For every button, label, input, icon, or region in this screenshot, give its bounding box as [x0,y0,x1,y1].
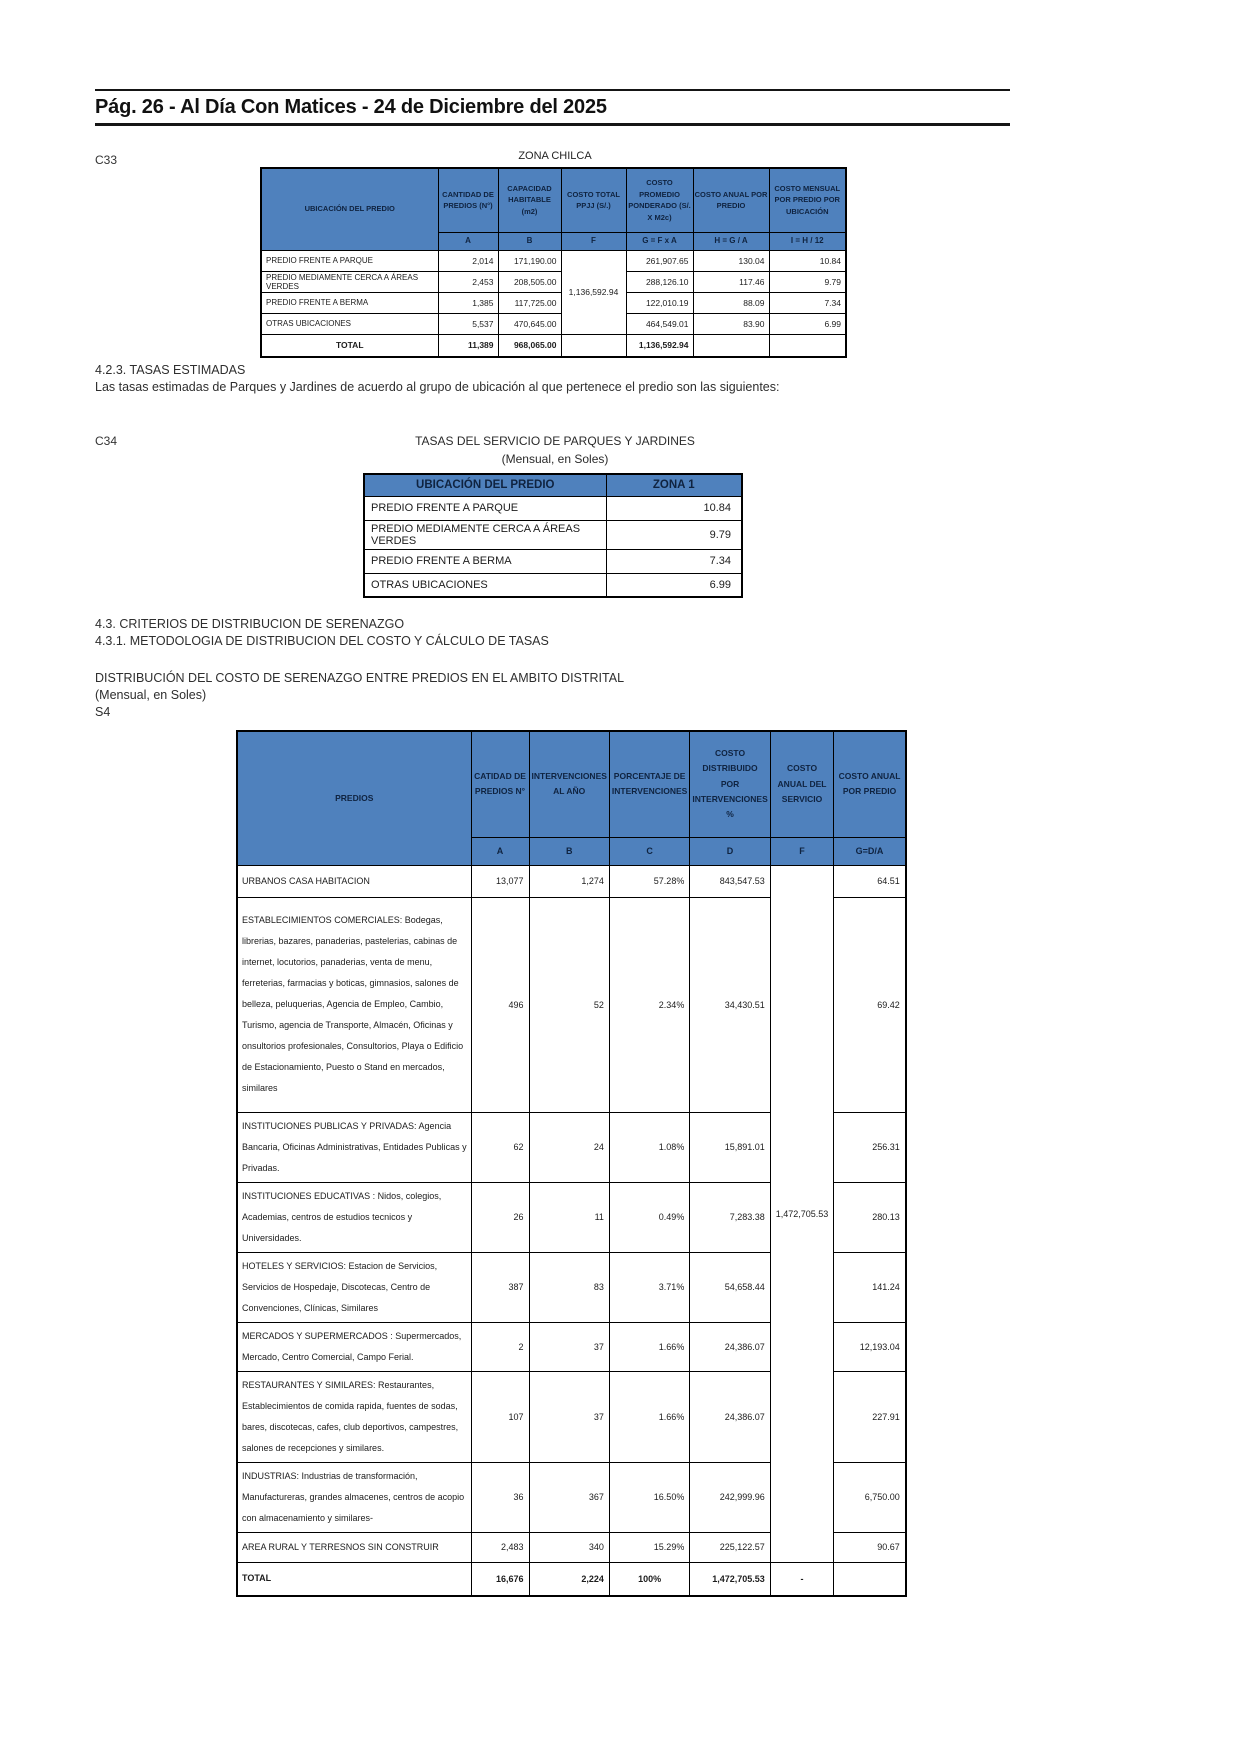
cell: 464,549.01 [626,313,693,334]
cell: 340 [529,1532,609,1562]
table-row [261,271,846,292]
cell: 100% [609,1562,689,1596]
row-label: TOTAL [261,334,438,357]
table-row [364,573,742,597]
row-label: PREDIO MEDIAMENTE CERCA A ÁREAS VERDES [261,271,438,292]
formula-header: A [438,232,498,250]
empty-cell [561,334,626,357]
section-c34 [95,432,1201,598]
cell: 225,122.57 [690,1532,770,1562]
formula-header: G=D/A [834,837,906,865]
formula-header: G = F x A [626,232,693,250]
cell: 6,750.00 [834,1462,906,1532]
cell: 54,658.44 [690,1252,770,1322]
cell: 62 [471,1112,529,1182]
cell: 288,126.10 [626,271,693,292]
cell: 9.79 [769,271,846,292]
merged-cell: 1,472,705.53 [770,865,834,1562]
cell: 141.24 [834,1252,906,1322]
table-header-row [364,474,742,496]
cell: 1,385 [438,292,498,313]
section-paragraph-423: Las tasas estimadas de Parques y Jardines de acuerdo al grupo de ubicación al que pertenece el predio son las siguientes: [95,380,780,394]
cell: 16,676 [471,1562,529,1596]
table-c34-subtitle: (Mensual, en Soles) [501,452,609,466]
cell: 107 [471,1371,529,1462]
column-header: COSTO MENSUAL POR PREDIO POR UBICACIÓN [769,168,846,232]
cell: 242,999.96 [690,1462,770,1532]
row-label: PREDIO FRENTE A BERMA [364,549,606,573]
cell: 280.13 [834,1182,906,1252]
formula-header: A [471,837,529,865]
row-label: PREDIO FRENTE A PARQUE [364,496,606,520]
table-s4-subtitle: (Mensual, en Soles) [95,688,207,702]
cell: 117,725.00 [498,292,561,313]
column-header: COSTO PROMEDIO PONDERADO (S/. X M2c) [626,168,693,232]
column-header: COSTO TOTAL PPJJ (S/.) [561,168,626,232]
cell: 11 [529,1182,609,1252]
row-label: PREDIO FRENTE A BERMA [261,292,438,313]
column-header: COSTO ANUAL POR PREDIO [834,731,906,837]
section-s4 [95,670,1201,721]
cell: 2,224 [529,1562,609,1596]
cell: 208,505.00 [498,271,561,292]
row-label: AREA RURAL Y TERRESNOS SIN CONSTRUIR [237,1532,471,1562]
cell: - [770,1562,834,1596]
cell: 34,430.51 [690,897,770,1112]
table-row [261,250,846,271]
cell: 83 [529,1252,609,1322]
table-c34 [363,473,743,598]
formula-header: I = H / 12 [769,232,846,250]
formula-header: B [498,232,561,250]
cell: 2,453 [438,271,498,292]
cell: 2 [471,1322,529,1371]
cell: 69.42 [834,897,906,1112]
table-s4 [236,730,907,1597]
cell: 171,190.00 [498,250,561,271]
cell: 24,386.07 [690,1322,770,1371]
cell: 64.51 [834,865,906,897]
column-header: COSTO ANUAL DEL SERVICIO [770,731,834,837]
cell: 57.28% [609,865,689,897]
page-title: Pág. 26 - Al Día Con Matices - 24 de Diciembre del 2025 [95,96,607,118]
zone-title: ZONA CHILCA [518,150,592,162]
column-header: UBICACIÓN DEL PREDIO [364,474,606,496]
cell: 37 [529,1371,609,1462]
cell: 90.67 [834,1532,906,1562]
formula-header: H = G / A [693,232,769,250]
cell: 11,389 [438,334,498,357]
merged-cell: 1,136,592.94 [561,250,626,334]
cell: 13,077 [471,865,529,897]
table-header-row [237,731,906,837]
table-row [364,496,742,520]
column-header: COSTO ANUAL POR PREDIO [693,168,769,232]
formula-header: B [529,837,609,865]
cell: 12,193.04 [834,1322,906,1371]
section-heading-423: 4.2.3. TASAS ESTIMADAS [95,363,246,377]
cell: 130.04 [693,250,769,271]
row-label: TOTAL [237,1562,471,1596]
table-header-row [261,168,846,232]
cell: 256.31 [834,1112,906,1182]
cell: 7,283.38 [690,1182,770,1252]
empty-cell [834,1562,906,1596]
cell: 122,010.19 [626,292,693,313]
cell: 9.79 [606,520,742,549]
header-rule-bottom [95,123,1010,126]
table-c34-label: C34 [95,434,118,448]
section-heading-43: 4.3. CRITERIOS DE DISTRIBUCION DE SERENAZGO [95,617,405,631]
cell: 6.99 [769,313,846,334]
cell: 6.99 [606,573,742,597]
column-header: PORCENTAJE DE INTERVENCIONES [609,731,689,837]
cell: 387 [471,1252,529,1322]
cell: 1.66% [609,1322,689,1371]
empty-cell [693,334,769,357]
cell: 10.84 [769,250,846,271]
column-header: CANTIDAD DE PREDIOS (N°) [438,168,498,232]
column-header: COSTO DISTRIBUIDO POR INTERVENCIONES % [690,731,770,837]
cell: 37 [529,1322,609,1371]
cell: 2.34% [609,897,689,1112]
table-row [261,292,846,313]
cell: 470,645.00 [498,313,561,334]
cell: 2,483 [471,1532,529,1562]
cell: 5,537 [438,313,498,334]
formula-header: F [770,837,834,865]
column-header: UBICACIÓN DEL PREDIO [261,168,438,250]
cell: 15.29% [609,1532,689,1562]
cell: 24,386.07 [690,1371,770,1462]
row-label: RESTAURANTES Y SIMILARES: Restaurantes, Establecimientos de comida rapida, fuentes de sodas, bares, discotecas, cafes, club deportivos, campestres, salones de recepciones y similares. [237,1371,471,1462]
cell: 83.90 [693,313,769,334]
cell: 1.66% [609,1371,689,1462]
cell: 16.50% [609,1462,689,1532]
row-label: INDUSTRIAS: Industrias de transformación, Manufactureras, grandes almacenes, centros de acopio con almacenamiento y similares- [237,1462,471,1532]
cell: 15,891.01 [690,1112,770,1182]
row-label: MERCADOS Y SUPERMERCADOS : Supermercados, Mercado, Centro Comercial, Campo Ferial. [237,1322,471,1371]
cell: 88.09 [693,292,769,313]
row-label: INSTITUCIONES PUBLICAS Y PRIVADAS: Agencia Bancaria, Oficinas Administrativas, Entidades Publicas y Privadas. [237,1112,471,1182]
cell: 261,907.65 [626,250,693,271]
cell: 1,136,592.94 [626,334,693,357]
cell: 1,472,705.53 [690,1562,770,1596]
table-row [364,520,742,549]
total-row [237,1562,906,1596]
formula-header: C [609,837,689,865]
cell: 7.34 [606,549,742,573]
empty-cell [769,334,846,357]
row-label: HOTELES Y SERVICIOS: Estacion de Servicios, Servicios de Hospedaje, Discotecas, Centro de Convenciones, Clínicas, Similares [237,1252,471,1322]
column-header: ZONA 1 [606,474,742,496]
table-c33-label: C33 [95,153,118,167]
table-c34-title: TASAS DEL SERVICIO DE PARQUES Y JARDINES [415,434,695,448]
table-s4-label: S4 [95,705,111,719]
cell: 52 [529,897,609,1112]
cell: 843,547.53 [690,865,770,897]
formula-header: F [561,232,626,250]
cell: 7.34 [769,292,846,313]
row-label: OTRAS UBICACIONES [364,573,606,597]
cell: 2,014 [438,250,498,271]
cell: 968,065.00 [498,334,561,357]
column-header: CAPACIDAD HABITABLE (m2) [498,168,561,232]
cell: 24 [529,1112,609,1182]
row-label: PREDIO MEDIAMENTE CERCA A ÁREAS VERDES [364,520,606,549]
cell: 496 [471,897,529,1112]
cell: 26 [471,1182,529,1252]
column-header: CATIDAD DE PREDIOS N° [471,731,529,837]
cell: 117.46 [693,271,769,292]
row-label: INSTITUCIONES EDUCATIVAS : Nidos, colegios, Academias, centros de estudios tecnicos y Universidades. [237,1182,471,1252]
table-row [237,865,906,897]
table-row [364,549,742,573]
total-row [261,334,846,357]
row-label: PREDIO FRENTE A PARQUE [261,250,438,271]
cell: 227.91 [834,1371,906,1462]
row-label: ESTABLECIMIENTOS COMERCIALES: Bodegas, librerias, bazares, panaderias, pastelerias, cabinas de internet, locutorios, panaderias, venta de menu, ferreterias, farmacias y boticas, gimnasios, salones de belleza, peluquerias, Agencia de Empleo, Cambio, Turismo, agencia de Transporte, Almacén, Oficinas y onsultorios profesionales, Consultorios, Playa o Edificio de Estacionamiento, Puesto o Stand en mercados, similares [237,897,471,1112]
row-label: OTRAS UBICACIONES [261,313,438,334]
cell: 1.08% [609,1112,689,1182]
formula-header: D [690,837,770,865]
table-c33 [260,167,847,358]
column-header: PREDIOS [237,731,471,865]
cell: 3.71% [609,1252,689,1322]
cell: 0.49% [609,1182,689,1252]
table-s4-title: DISTRIBUCIÓN DEL COSTO DE SERENAZGO ENTRE PREDIOS EN EL AMBITO DISTRITAL [95,671,625,685]
cell: 1,274 [529,865,609,897]
cell: 36 [471,1462,529,1532]
section-heading-431: 4.3.1. METODOLOGIA DE DISTRIBUCION DEL COSTO Y CÁLCULO DE TASAS [95,634,549,648]
cell: 10.84 [606,496,742,520]
cell: 367 [529,1462,609,1532]
column-header: INTERVENCIONES AL AÑO [529,731,609,837]
table-row [261,313,846,334]
row-label: URBANOS CASA HABITACION [237,865,471,897]
